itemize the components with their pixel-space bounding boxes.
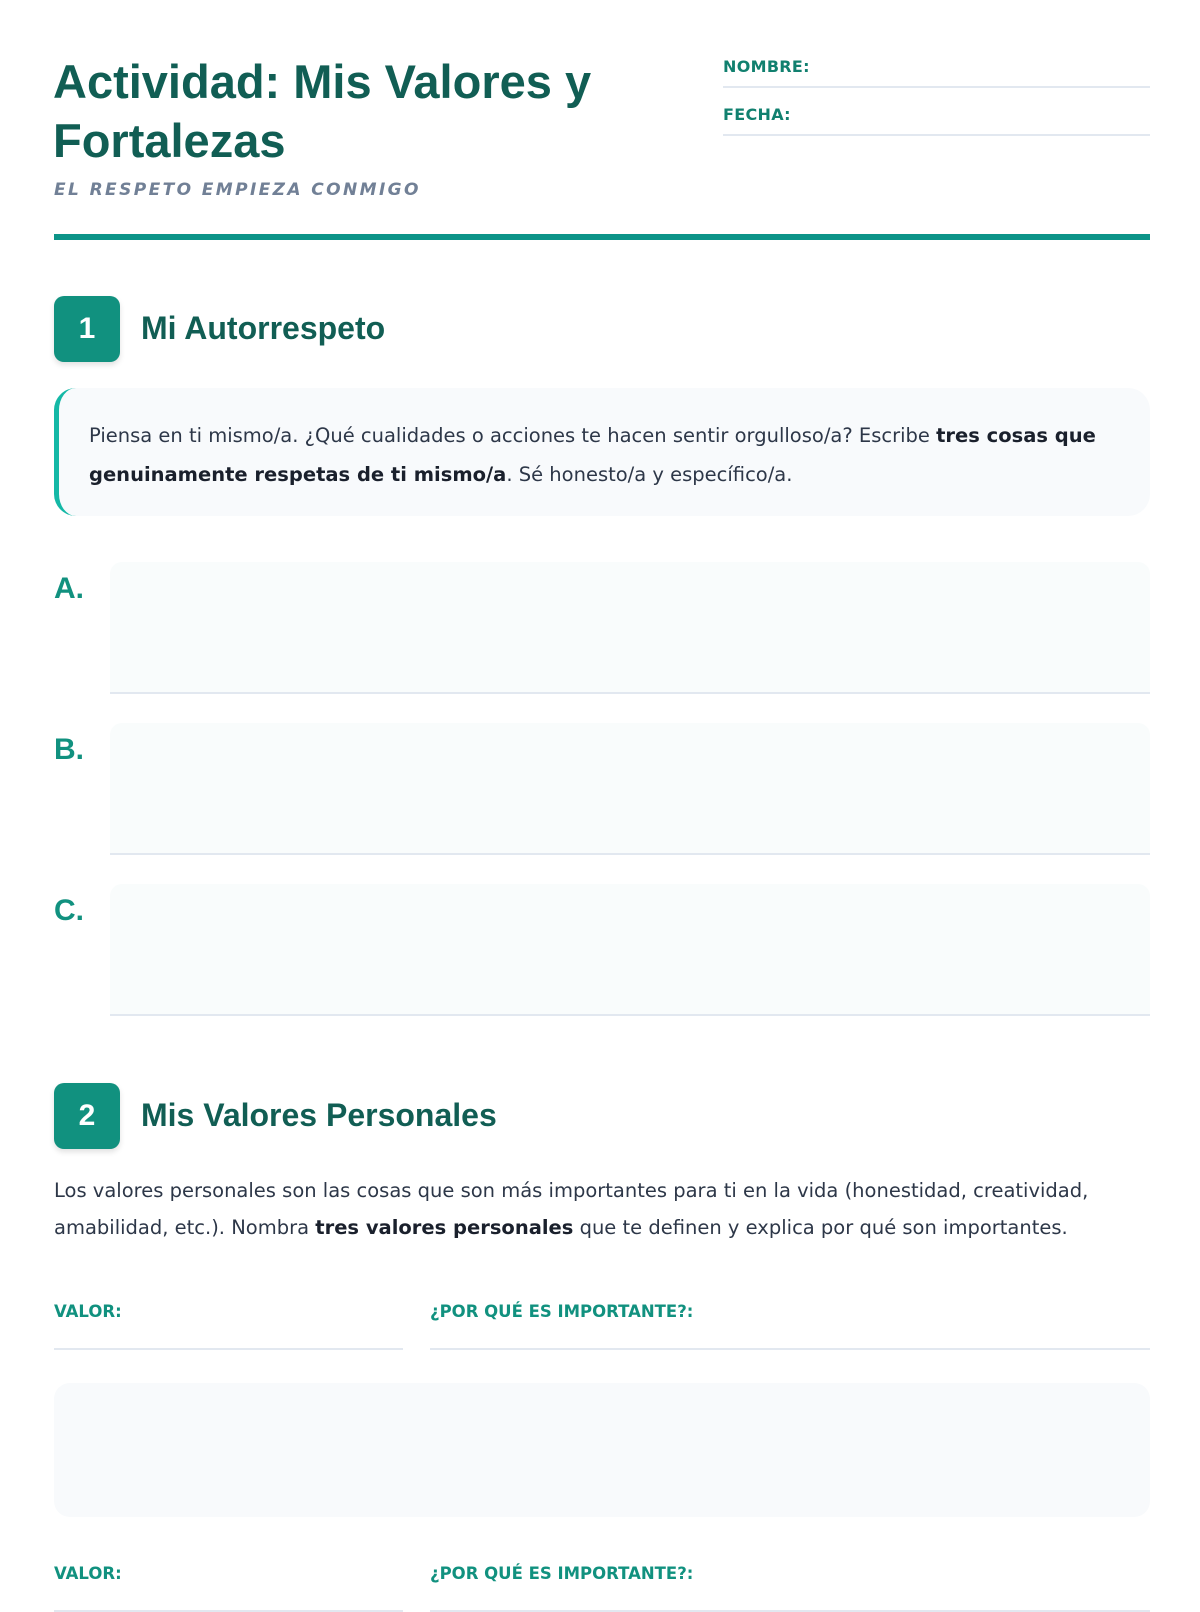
name-label: NOMBRE: <box>723 57 810 76</box>
value-label: VALOR: <box>54 1302 122 1321</box>
answer-label-a: A. <box>54 572 84 605</box>
instructions-emphasis: tres cosas que genuinamente respetas de ti mismo/a <box>89 424 1096 486</box>
value-field[interactable] <box>54 1564 403 1612</box>
date-label: FECHA: <box>723 105 791 124</box>
section-title: Mis Valores Personales <box>141 1097 497 1133</box>
instructions-callout <box>54 388 1150 516</box>
section-number-badge: 1 <box>54 296 120 362</box>
value-field[interactable] <box>54 1302 403 1350</box>
section-title: Mi Autorrespeto <box>141 310 386 346</box>
page-title: Actividad: Mis Valores y Fortalezas <box>53 55 592 167</box>
instructions-text: Piensa en ti mismo/a. ¿Qué cualidades o acciones te hacen sentir orgulloso/a? Escribe <box>89 424 937 447</box>
name-field[interactable] <box>723 52 1150 88</box>
date-field[interactable] <box>723 100 1150 136</box>
explanation-box[interactable] <box>54 1383 1150 1517</box>
answer-field-c[interactable] <box>110 884 1150 1016</box>
section-number-badge: 2 <box>54 1083 120 1149</box>
why-label: ¿POR QUÉ ES IMPORTANTE?: <box>430 1564 694 1583</box>
answer-label-c: C. <box>54 894 84 927</box>
section-intro <box>54 1172 1154 1246</box>
intro-text: Los valores personales son las cosas que son más importantes para ti en la vida (honestidad, creatividad, amabilidad, etc.). Nombra <box>54 1179 1089 1239</box>
intro-emphasis: tres valores personales <box>315 1216 574 1239</box>
page-subtitle: EL RESPETO EMPIEZA CONMIGO <box>54 180 421 200</box>
answer-field-b[interactable] <box>110 723 1150 855</box>
why-field[interactable] <box>430 1302 1150 1350</box>
why-field[interactable] <box>430 1564 1150 1612</box>
value-label: VALOR: <box>54 1564 122 1583</box>
why-label: ¿POR QUÉ ES IMPORTANTE?: <box>430 1302 694 1321</box>
instructions-text-end: . Sé honesto/a y específico/a. <box>506 463 793 486</box>
header-divider <box>54 234 1150 240</box>
answer-field-a[interactable] <box>110 562 1150 694</box>
answer-label-b: B. <box>54 733 84 766</box>
intro-text-end: que te definen y explica por qué son importantes. <box>573 1216 1068 1239</box>
